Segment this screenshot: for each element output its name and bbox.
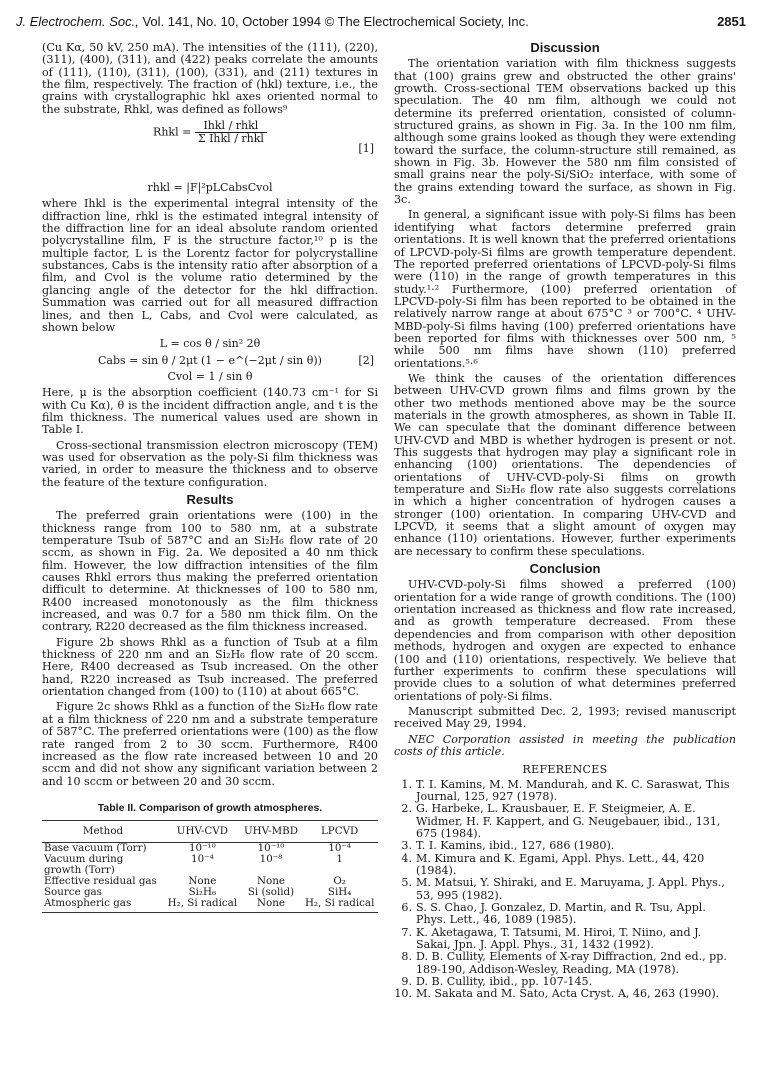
table-cell: Effective residual gas bbox=[44, 875, 157, 888]
reference-text: D. B. Cullity, ibid., pp. 107-145. bbox=[416, 975, 593, 989]
reference-text: M. Sakata and M. Sato, Acta Cryst. A, 46, 263 (1990). bbox=[416, 987, 720, 1001]
reference-item bbox=[394, 988, 736, 1000]
reference-number: 9. bbox=[401, 975, 412, 989]
publication-note: NEC Corporation assisted in meeting the publication costs of this article. bbox=[394, 732, 736, 758]
paragraph: In general, a significant issue with poly-Si films has been identifying what factors determine preferred grain orientations. It is well known that the preferred orientations of LPCVD-poly-Si films are growth temperature dependent. The reported preferred orientations of LPCVD-poly-Si films were (110) in the range of growth temperatures in this study.¹·² Furthermore, (100) preferred orientation of LPCVD-poly-Si film has been reported to be obtained in the relatively narrow range at about 675°C ³ or 700°C. ⁴ UHV-MBD-poly-Si films having (100) preferred orientations have been reported for films with thicknesses over 500 nm, ⁵ while 500 nm films have shown (110) preferred orientations.⁵·⁶ bbox=[394, 208, 736, 370]
reference-number: 4. bbox=[401, 851, 412, 865]
table-cell: H₂, Si radical bbox=[164, 898, 241, 913]
reference-number: 7. bbox=[401, 925, 412, 939]
eq1-denominator: Σ Ihkl / rhkl bbox=[197, 132, 264, 146]
references-heading: REFERENCES bbox=[522, 763, 608, 777]
discussion-heading: Discussion bbox=[530, 40, 600, 55]
table-cell: Vacuum during bbox=[44, 853, 124, 866]
reference-number: 10. bbox=[394, 987, 412, 1001]
table-cell: 10⁻¹⁰ bbox=[188, 842, 216, 855]
conclusion-heading: Conclusion bbox=[529, 561, 601, 577]
table-cell: 1 bbox=[336, 853, 343, 866]
table-cell: O₂ bbox=[333, 875, 346, 888]
results-heading: Results bbox=[186, 491, 234, 507]
table-header-cell: LPCVD bbox=[301, 821, 378, 843]
reference-list bbox=[394, 779, 736, 1001]
paragraph: Figure 2b shows Rhkl as a function of Tsub at a film thickness of 220 nm and an Si₂H₆ flow rate of 20 sccm. Here, R400 decreased as Tsub increased. On the other hand, R220 increased as Tsub increased. The preferred orientation changed from (100) to (110) at about 665°C. bbox=[42, 635, 378, 699]
reference-number: 2. bbox=[401, 802, 412, 816]
reference-number: 6. bbox=[401, 901, 412, 915]
page-number: 2851 bbox=[717, 14, 746, 29]
reference-number: 5. bbox=[401, 876, 412, 890]
table-caption: Table II. Comparison of growth atmospheres. bbox=[97, 801, 323, 814]
table-cell: Si (solid) bbox=[247, 886, 295, 899]
running-header bbox=[16, 14, 746, 34]
table-cell: Source gas bbox=[44, 886, 102, 899]
table-header-cell: UHV-CVD bbox=[164, 821, 241, 843]
reference-text: M. Matsui, Y. Shiraki, and E. Maruyama, J. Appl. Phys., 53, 995 (1982). bbox=[416, 876, 725, 902]
reference-item bbox=[394, 902, 736, 927]
paragraph: The orientation variation with film thickness suggests that (100) grains grew and obstructed the other grains' growth. Cross-sectional TEM observations backed up this speculation. The 40 nm film, although we could not determine its preferred orientation, consisted of column-structured grains, as shown in Fig. 3a. In the 100 nm film, although some grains looked as though they were extending toward the surface, the column-structure still remained, as shown in Fig. 3b. However the 580 nm film consisted of small grains near the poly-Si/SiO₂ interface, with some of the grains extending toward the surface, as shown in Fig. 3c. bbox=[394, 57, 736, 207]
equation-cvol: Cvol = 1 / sin θ bbox=[167, 369, 253, 383]
equation-L: L = cos θ / sin² 2θ bbox=[159, 337, 261, 351]
table-cell: growth (Torr) bbox=[44, 864, 115, 877]
left-column bbox=[42, 42, 378, 913]
table-cell: SiH₄ bbox=[327, 886, 352, 899]
reference-text: T. I. Kamins, ibid., 127, 686 (1980). bbox=[416, 839, 615, 853]
reference-number: 3. bbox=[401, 839, 412, 853]
reference-number: 8. bbox=[401, 950, 412, 964]
table-cell: Atmospheric gas bbox=[42, 898, 164, 913]
table-row bbox=[42, 898, 378, 913]
journal-name: J. Electrochem. Soc., bbox=[16, 14, 139, 29]
table-cell: None bbox=[241, 898, 302, 913]
reference-text: S. S. Chao, J. Gonzalez, D. Martin, and R. Tsu, Appl. Phys. Lett., 46, 1089 (1985). bbox=[416, 901, 706, 927]
paragraph: (Cu Kα, 50 kV, 250 mA). The intensities of the (111), (220), (311), (400), (311), and (422) peaks correlate the amounts of (111), (110), (311), (100), (331), and (211) textures in the film, respectively. The fraction of (hkl) texture, i.e., the grains with crystallographic hkl axes oriented normal to the substrate, Rhkl, was defined as follows⁹ bbox=[42, 41, 378, 116]
paragraph: Figure 2c shows Rhkl as a function of the Si₂H₆ flow rate at a film thickness of 220 nm and a substrate temperature of 587°C. The preferred orientations were (100) as the flow rate ranged from 2 to 30 sccm. Furthermore, R400 increased as the flow rate increased between 10 and 20 sccm and did not show any significant variation between 2 and 10 sccm or between 20 and 30 sccm. bbox=[42, 700, 378, 788]
reference-item bbox=[394, 779, 736, 804]
reference-item bbox=[394, 877, 736, 902]
reference-text: D. B. Cullity, Elements of X-ray Diffraction, 2nd ed., pp. 189-190, Addison-Wesley, Reading, MA (1978). bbox=[416, 950, 727, 976]
reference-text: K. Aketagawa, T. Tatsumi, M. Hiroi, T. Niino, and J. Sakai, Jpn. J. Appl. Phys., 31, 1432 (1992). bbox=[416, 925, 702, 952]
paragraph: UHV-CVD-poly-Si films showed a preferred (100) orientation for a wide range of growth conditions. The (100) orientation increased as thickness and flow rate increased, and as growth temperature decreased. From these dependencies and from comparison with other deposition methods, hydrogen and oxygen are expected to enhance (100 and (110) orientations, respectively. We believe that further experiments to confirm these speculations will provide clues to a solution of what determines preferred orientations of poly-Si films. bbox=[394, 578, 736, 703]
table-cell: 10⁻¹⁰ bbox=[257, 842, 285, 855]
paragraph: The preferred grain orientations were (100) in the thickness range from 100 to 580 nm, at a substrate temperature Tsub of 587°C and an Si₂H₆ flow rate of 20 sccm, as shown in Fig. 2a. We deposited a 40 nm thick film. However, the low diffraction intensities of the film causes Rhkl errors thus making the preferred orientation difficult to determine. At thicknesses of 100 to 580 nm, R400 increased monotonously as the film thickness increased, and was 0.7 for a 580 nm thick film. On the contrary, R220 decreased as the film thickness increased. bbox=[42, 509, 378, 634]
eq1-fraction bbox=[195, 120, 267, 146]
table-cell: None bbox=[188, 875, 217, 888]
reference-number: 1. bbox=[401, 777, 412, 791]
table-cell: Base vacuum (Torr) bbox=[44, 842, 147, 855]
table-header-cell: Method bbox=[42, 821, 164, 843]
table-cell: Si₂H₆ bbox=[188, 886, 217, 899]
reference-item bbox=[394, 927, 736, 952]
paragraph: Cross-sectional transmission electron microscopy (TEM) was used for observation as the poly-Si film thickness was varied, in order to measure the thickness and to observe the feature of the texture configuration. bbox=[42, 438, 378, 489]
reference-text: T. I. Kamins, M. M. Mandurah, and K. C. Saraswat, This Journal, 125, 927 (1978). bbox=[416, 777, 730, 803]
table-cell: 10⁻⁴ bbox=[191, 853, 214, 866]
volume-info: Vol. 141, No. 10, October 1994 © The Electrochemical Society, Inc. bbox=[142, 14, 529, 29]
table-header-row bbox=[42, 821, 378, 843]
journal-citation bbox=[16, 14, 529, 29]
eq1-number: [1] bbox=[358, 141, 374, 155]
reference-item bbox=[394, 951, 736, 976]
paragraph: where Ihkl is the experimental integral intensity of the diffraction line, rhkl is the estimated integral intensity of the diffraction line for an ideal absolute random oriented polycrystalline film, F is the structure factor,¹⁰ p is the multiple factor, L is the Lorentz factor for polycrystalline substances, Cabs is the intensity ratio after absorption of a film, and Cvol is the volume ratio determined by the glancing angle of the detector for the hkl diffraction. Summation was carried out for all measured diffraction lines, and then L, Cabs, and Cvol were calculated, as shown below bbox=[42, 197, 378, 334]
manuscript-note: Manuscript submitted Dec. 2, 1993; revised manuscript received May 29, 1994. bbox=[394, 704, 736, 731]
reference-item bbox=[394, 803, 736, 840]
paragraph: Here, μ is the absorption coefficient (140.73 cm⁻¹ for Si with Cu Kα), θ is the incident diffraction angle, and t is the film thickness. The numerical values used are shown in Table I. bbox=[42, 386, 378, 437]
table-cell: None bbox=[257, 875, 285, 888]
table-cell: 10⁻⁸ bbox=[259, 853, 283, 866]
table-cell: 10⁻⁴ bbox=[328, 842, 351, 855]
equation-1 bbox=[42, 120, 378, 178]
table-header-cell: UHV-MBD bbox=[241, 821, 302, 843]
right-column bbox=[394, 42, 736, 1001]
reference-text: G. Harbeke, L. Krausbauer, E. F. Steigmeier, A. E. Widmer, H. F. Kappert, and G. Neugebauer, ibid., 131, 675 (1984). bbox=[416, 802, 721, 840]
equation-2 bbox=[42, 355, 378, 367]
equation-r: rhkl = |F|²pLCabsCvol bbox=[147, 181, 273, 195]
reference-item bbox=[394, 853, 736, 878]
paragraph: We think the causes of the orientation differences between UHV-CVD grown films and films grown by the other two methods mentioned above may be the source materials in the growth atmospheres, as shown in Table II. We can speculate that the dominant difference between UHV-CVD and MBD is whether hydrogen is present or not. This suggests that hydrogen may play a significant role in enhancing (100) orientations. The dependencies of orientations of UHV-CVD-poly-Si films on growth temperature and Si₂H₆ flow rate also suggests correlations in which a higher concentration of hydrogen causes a stronger (100) orientation. In comparing UHV-CVD and LPCVD, it seems that a slight amount of oxygen may enhance (110) orientations. However, further experiments are necessary to confirm these speculations. bbox=[394, 371, 736, 558]
eq1-numerator: Ihkl / rhkl bbox=[195, 120, 267, 133]
table-cell: H₂, Si radical bbox=[301, 898, 378, 913]
reference-text: M. Kimura and K. Egami, Appl. Phys. Lett., 44, 420 (1984). bbox=[416, 851, 705, 877]
eq2-number: [2] bbox=[358, 353, 374, 367]
comparison-table bbox=[42, 820, 378, 913]
equation-cabs: Cabs = sin θ / 2μt (1 − e^(−2μt / sin θ)) bbox=[98, 353, 322, 367]
eq1-lhs: Rhkl = bbox=[153, 125, 192, 139]
